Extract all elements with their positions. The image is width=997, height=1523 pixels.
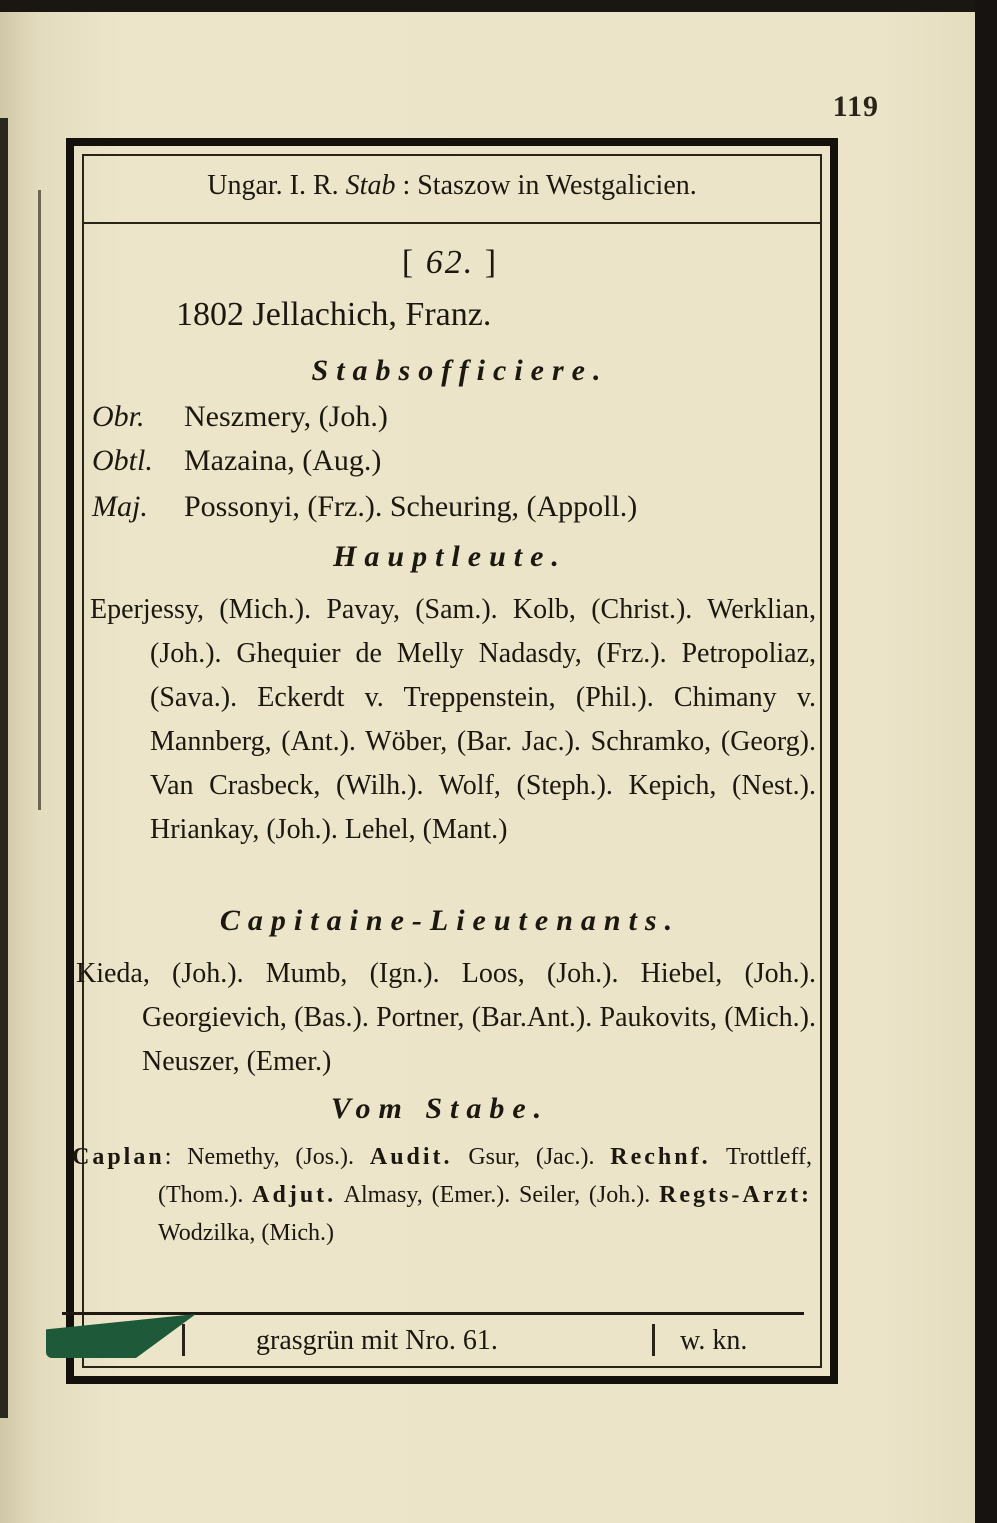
rank-names: Possonyi, (Frz.). Scheuring, (Appoll.) bbox=[184, 490, 638, 523]
vom-stabe-list bbox=[72, 1138, 812, 1252]
section-title-stabsofficiere: Stabsofficiere. bbox=[311, 354, 609, 387]
footer-rule bbox=[62, 1312, 804, 1315]
regtsarzt-text: Wodzilka, (Mich.) bbox=[158, 1220, 335, 1246]
rank-names: Mazaina, (Aug.) bbox=[184, 444, 382, 477]
header-separator: : bbox=[395, 170, 418, 201]
facing-color-text: grasgrün mit Nro. 61. bbox=[256, 1325, 498, 1356]
section-title-vom-stabe: Vom Stabe. bbox=[330, 1092, 550, 1125]
scan-top-edge bbox=[0, 0, 997, 12]
regiment-inhaber: 1802 Jellachich, Franz. bbox=[176, 296, 492, 333]
caplan-label: Caplan bbox=[72, 1144, 165, 1170]
stabsofficier-row bbox=[92, 490, 637, 524]
regiment-number bbox=[0, 244, 900, 282]
stabsofficier-row bbox=[92, 400, 388, 434]
header-location: Staszow in Westgalicien. bbox=[417, 170, 697, 201]
adjut-text: Almasy, (Emer.). Seiler, (Joh.). bbox=[336, 1182, 660, 1208]
regtsarzt-label: Regts-Arzt: bbox=[659, 1182, 812, 1208]
rank-names: Neszmery, (Joh.) bbox=[184, 400, 388, 433]
vom-stabe-text bbox=[72, 1144, 812, 1246]
adjut-label: Adjut. bbox=[252, 1182, 337, 1208]
regiment-number-open: [ bbox=[401, 244, 426, 281]
uniform-footer bbox=[84, 1320, 820, 1362]
button-color-text: w. kn. bbox=[680, 1325, 748, 1356]
hauptleute-list bbox=[90, 588, 816, 852]
audit-label: Audit. bbox=[369, 1144, 453, 1170]
header-stab-label: Stab bbox=[345, 170, 396, 201]
rank-label: Obr. bbox=[92, 400, 145, 433]
scan-right-edge bbox=[975, 0, 997, 1523]
stabsofficier-row bbox=[92, 444, 381, 478]
capitaine-lieutenants-list bbox=[76, 952, 816, 1084]
page-header bbox=[84, 162, 820, 218]
section-title-hauptleute: Hauptleute. bbox=[333, 540, 567, 573]
rank-label: Maj. bbox=[92, 490, 148, 523]
rank-label: Obtl. bbox=[92, 444, 153, 477]
regiment-number-close: ] bbox=[474, 244, 499, 281]
section-title-capitaine-lieutenants: Capitaine-Lieutenants. bbox=[219, 904, 681, 937]
header-prefix: Ungar. I. R. bbox=[207, 170, 346, 201]
scan-left-edge bbox=[0, 118, 8, 1418]
capitaine-lieutenants-names: Kieda, (Joh.). Mumb, (Ign.). Loos, (Joh.). Hiebel, (Joh.). Georgievich, (Bas.). Portner, (Bar.Ant.). Paukovits, (Mich.). Neuszer, (Emer.) bbox=[76, 958, 816, 1077]
header-rule bbox=[84, 222, 820, 224]
footer-divider bbox=[182, 1324, 185, 1356]
caplan-text: : Nemethy, (Jos.). bbox=[164, 1144, 370, 1170]
page-number: 119 bbox=[832, 90, 879, 123]
hauptleute-names: Eperjessy, (Mich.). Pavay, (Sam.). Kolb, (Christ.). Werklian, (Joh.). Ghequier de Melly Nadasdy, (Frz.). Petropoliaz, (Sava.). Eckerdt v. Treppenstein, (Phil.). Chimany v. Mannberg, (Ant.). Wöber, (Bar. Jac.). Schramko, (Georg). Van Crasbeck, (Wilh.). Wolf, (Steph.). Kepich, (Nest.). Hriankay, (Joh.). Lehel, (Mant.) bbox=[90, 594, 816, 845]
audit-text: Gsur, (Jac.). bbox=[452, 1144, 611, 1170]
rechnf-text: Trottleff, (Thom.). bbox=[158, 1144, 812, 1208]
gutter-line bbox=[38, 190, 41, 810]
regiment-number-value: 62. bbox=[425, 244, 475, 281]
rechnf-label: Rechnf. bbox=[610, 1144, 711, 1170]
footer-divider bbox=[652, 1324, 655, 1356]
